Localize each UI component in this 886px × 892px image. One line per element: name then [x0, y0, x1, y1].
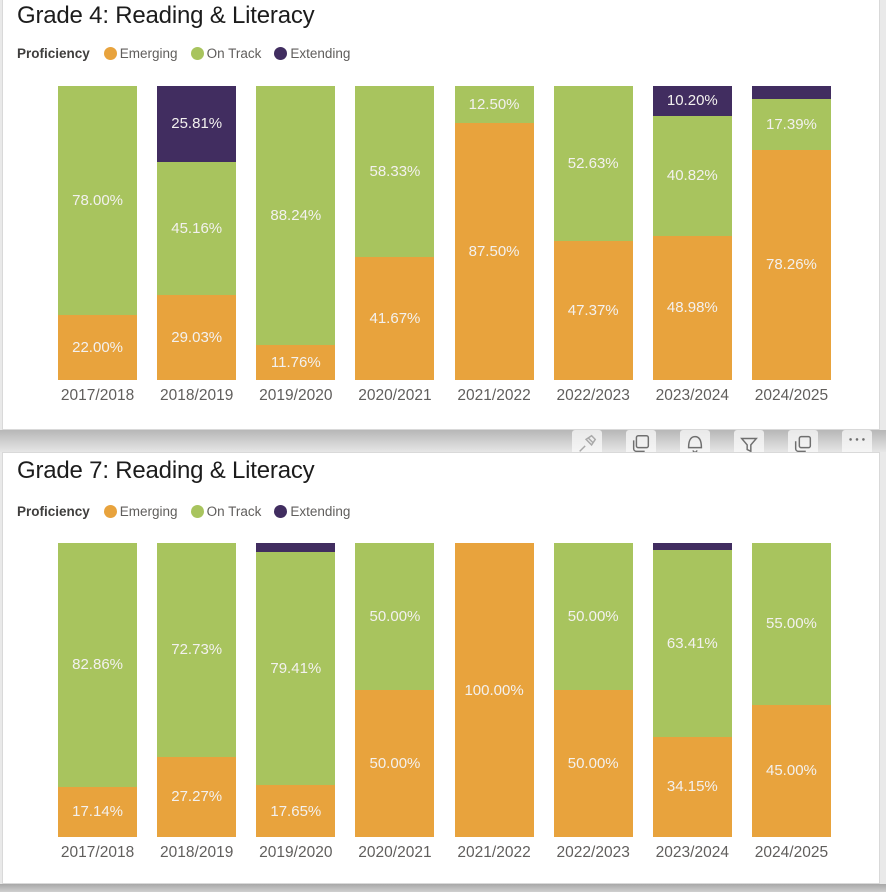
legend-title: Proficiency	[17, 46, 90, 61]
more-options-icon[interactable]	[842, 430, 872, 452]
segment-emerging[interactable]	[653, 236, 732, 380]
stacked-bar	[653, 86, 732, 380]
data-label: 50.00%	[567, 608, 619, 625]
x-axis-label: 2023/2024	[655, 387, 729, 404]
segment-on-track[interactable]	[752, 543, 831, 705]
legend-item-on-track[interactable]	[191, 46, 262, 61]
segment-on-track[interactable]	[554, 86, 633, 241]
grade7-chart-card	[2, 452, 880, 884]
x-axis-label: 2017/2018	[60, 844, 135, 861]
bottom-shadow	[0, 884, 886, 892]
segment-emerging[interactable]	[256, 785, 335, 837]
data-label: 12.50%	[468, 95, 520, 113]
bar-column	[246, 86, 345, 405]
data-label: 78.00%	[72, 192, 123, 210]
segment-on-track[interactable]	[157, 543, 236, 757]
segment-on-track[interactable]	[157, 162, 236, 295]
legend-swatch-icon	[274, 47, 287, 60]
segment-emerging[interactable]	[455, 543, 534, 837]
stacked-bar-plot-grade4	[48, 86, 841, 405]
legend-item-on-track[interactable]	[191, 504, 262, 519]
data-label: 47.37%	[567, 301, 619, 319]
data-label: 50.00%	[369, 755, 421, 772]
stacked-bar	[355, 86, 434, 380]
data-label: 58.33%	[369, 163, 421, 181]
data-label: 41.67%	[369, 310, 421, 328]
bar-column	[246, 543, 345, 862]
x-axis-label: 2020/2021	[358, 387, 432, 404]
data-label: 88.24%	[270, 207, 322, 225]
data-label: 79.41%	[270, 659, 322, 677]
segment-emerging[interactable]	[653, 737, 732, 837]
data-label: 50.00%	[369, 608, 421, 625]
data-label: 50.00%	[567, 755, 619, 772]
data-label: 78.26%	[766, 256, 817, 274]
stacked-bar	[554, 543, 633, 837]
data-label: 63.41%	[666, 634, 718, 652]
data-label: 48.98%	[666, 299, 718, 317]
segment-emerging[interactable]	[157, 757, 236, 837]
segment-emerging[interactable]	[455, 123, 534, 380]
stacked-bar	[157, 543, 236, 837]
legend-label: Extending	[290, 504, 351, 519]
data-label: 17.39%	[766, 115, 817, 133]
x-axis-label: 2023/2024	[655, 844, 729, 861]
chart-title-grade7: Grade 7: Reading & Literacy	[17, 457, 315, 484]
filter-icon[interactable]	[734, 430, 764, 452]
data-label: 45.00%	[766, 762, 817, 780]
x-axis-label: 2018/2019	[160, 387, 234, 404]
segment-on-track[interactable]	[653, 550, 732, 736]
bar-column	[544, 543, 643, 862]
data-label: 45.16%	[171, 219, 223, 237]
segment-on-track[interactable]	[355, 543, 434, 690]
legend-title: Proficiency	[17, 504, 90, 519]
visual-header-toolbar	[572, 430, 872, 452]
segment-on-track[interactable]	[256, 86, 335, 345]
bar-column	[643, 543, 742, 862]
segment-extending[interactable]	[256, 543, 335, 552]
copy-icon[interactable]	[626, 430, 656, 452]
data-label: 87.50%	[468, 242, 520, 260]
stacked-bar	[157, 86, 236, 380]
card-shadow-gap	[0, 430, 886, 452]
data-label: 22.00%	[72, 339, 123, 357]
legend-grade4	[17, 46, 363, 61]
bar-column	[48, 543, 147, 862]
x-axis-label: 2021/2022	[457, 844, 531, 861]
segment-emerging[interactable]	[554, 690, 633, 837]
legend-swatch-icon	[191, 47, 204, 60]
segment-on-track[interactable]	[58, 86, 137, 315]
data-label: 40.82%	[666, 167, 718, 185]
bar-column	[445, 86, 544, 405]
segment-emerging[interactable]	[752, 705, 831, 837]
legend-swatch-icon	[191, 505, 204, 518]
x-axis-label: 2022/2023	[556, 844, 630, 861]
data-label: 17.14%	[72, 803, 123, 821]
segment-emerging[interactable]	[554, 241, 633, 380]
legend-grade7	[17, 504, 363, 519]
legend-item-emerging[interactable]	[104, 46, 178, 61]
x-axis-label: 2017/2018	[60, 387, 135, 404]
legend-label: On Track	[206, 504, 262, 519]
grade4-chart-card	[2, 0, 880, 430]
segment-on-track[interactable]	[653, 116, 732, 236]
stacked-bar	[58, 86, 137, 380]
legend-item-extending[interactable]	[274, 504, 350, 519]
bar-column	[48, 86, 147, 405]
data-label: 82.86%	[72, 656, 123, 674]
data-label: 100.00%	[464, 681, 524, 699]
legend-label: Emerging	[119, 504, 178, 519]
bar-column	[643, 86, 742, 405]
segment-extending[interactable]	[653, 543, 732, 550]
segment-emerging[interactable]	[355, 257, 434, 380]
data-label: 29.03%	[171, 328, 223, 346]
legend-swatch-icon	[274, 505, 287, 518]
segment-extending[interactable]	[157, 86, 236, 162]
stacked-bar	[58, 543, 137, 837]
alert-icon[interactable]	[680, 430, 710, 452]
data-label: 55.00%	[766, 615, 817, 633]
x-axis-label: 2024/2025	[754, 844, 829, 861]
legend-swatch-icon	[104, 47, 117, 60]
x-axis-label: 2020/2021	[358, 844, 432, 861]
stacked-bar-plot-grade7	[48, 543, 841, 862]
stacked-bar	[256, 543, 335, 837]
segment-emerging[interactable]	[58, 787, 137, 837]
segment-emerging[interactable]	[58, 315, 137, 380]
segment-emerging[interactable]	[157, 295, 236, 380]
segment-emerging[interactable]	[752, 150, 831, 380]
stacked-bar	[355, 543, 434, 837]
data-label: 10.20%	[666, 92, 718, 110]
data-label: 17.65%	[270, 802, 322, 820]
legend-item-emerging[interactable]	[104, 504, 178, 519]
legend-swatch-icon	[104, 505, 117, 518]
legend-label: Emerging	[119, 46, 178, 61]
segment-on-track[interactable]	[455, 86, 534, 123]
bar-column	[147, 86, 246, 405]
stacked-bar	[256, 86, 335, 380]
data-label: 72.73%	[171, 641, 223, 659]
stacked-bar	[455, 86, 534, 380]
x-axis-label: 2018/2019	[160, 844, 234, 861]
legend-label: Extending	[290, 46, 351, 61]
chart-title-grade4: Grade 4: Reading & Literacy	[17, 2, 315, 29]
x-axis-label: 2019/2020	[259, 844, 333, 861]
data-label: 27.27%	[171, 788, 223, 806]
segment-on-track[interactable]	[355, 86, 434, 257]
x-axis-label: 2021/2022	[457, 387, 531, 404]
stacked-bar	[752, 543, 831, 837]
legend-label: On Track	[206, 46, 262, 61]
segment-on-track[interactable]	[256, 552, 335, 785]
data-label: 11.76%	[270, 354, 321, 372]
segment-on-track[interactable]	[752, 99, 831, 150]
data-label: 52.63%	[567, 154, 619, 172]
segment-on-track[interactable]	[554, 543, 633, 690]
bar-column	[445, 543, 544, 862]
bar-column	[742, 543, 841, 862]
stacked-bar	[752, 86, 831, 380]
x-axis-label: 2019/2020	[259, 387, 333, 404]
bar-column	[147, 543, 246, 862]
stacked-bar	[455, 543, 534, 837]
data-label: 34.15%	[666, 778, 718, 796]
segment-extending[interactable]	[752, 86, 831, 99]
data-label: 25.81%	[171, 115, 223, 133]
segment-extending[interactable]	[653, 86, 732, 116]
pin-icon[interactable]	[572, 430, 602, 452]
bar-column	[544, 86, 643, 405]
segment-emerging[interactable]	[256, 345, 335, 380]
focus-mode-icon[interactable]	[788, 430, 818, 452]
bar-column	[345, 86, 444, 405]
stacked-bar	[554, 86, 633, 380]
stacked-bar	[653, 543, 732, 837]
segment-emerging[interactable]	[355, 690, 434, 837]
segment-on-track[interactable]	[58, 543, 137, 787]
x-axis-label: 2024/2025	[754, 387, 829, 404]
bar-column	[345, 543, 444, 862]
legend-item-extending[interactable]	[274, 46, 350, 61]
x-axis-label: 2022/2023	[556, 387, 630, 404]
bar-column	[742, 86, 841, 405]
